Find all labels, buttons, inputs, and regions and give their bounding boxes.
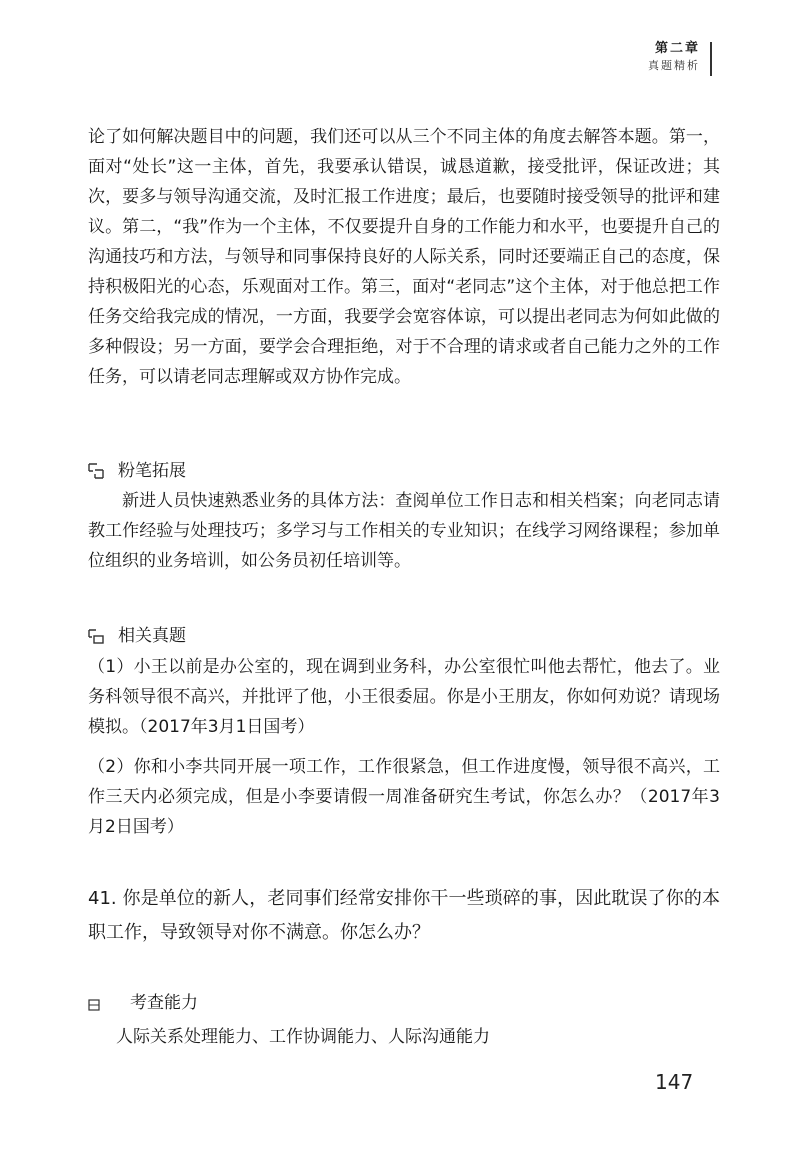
small-square-icon (88, 995, 104, 1011)
section-heading-related (88, 625, 186, 647)
section-title: 粉笔拓展 (118, 461, 186, 481)
section-heading-expand (88, 460, 186, 482)
related-question-1: （1）小王以前是办公室的，现在调到业务科，办公室很忙叫他去帮忙，他去了。业务科领导很不高兴，并批评了他，小王很委屈。你是小王朋友，你如何劝说？请现场模拟。（2017年3月1日国考） (88, 657, 720, 737)
expand-paragraph: 新进人员快速熟悉业务的具体方法：查阅单位工作日志和相关档案；向老同志请教工作经验与处理技巧；多学习与工作相关的专业知识；在线学习网络课程；参加单位组织的业务培训，如公务员初任培训等。 (88, 491, 720, 571)
header-divider (710, 42, 712, 76)
page-number: 147 (655, 1070, 694, 1094)
bracket-note-icon (88, 463, 104, 479)
chapter-label: 第二章 (654, 41, 700, 56)
bracket-link-icon (88, 628, 104, 644)
ability-text: 人际关系处理能力、工作协调能力、人际沟通能力 (116, 1027, 490, 1047)
chapter-subtitle: 真题精析 (648, 59, 700, 72)
body-paragraph: 论了如何解决题目中的问题，我们还可以从三个不同主体的角度去解答本题。第一，面对“处长”这一主体，首先，我要承认错误，诚恳道歉，接受批评，保证改进；其次，要多与领导沟通交流，及时汇报工作进度；最后，也要随时接受领导的批评和建议。第二，“我”作为一个主体，不仅要提升自身的工作能力和水平，也要提升自己的沟通技巧和方法，与领导和同事保持良好的人际关系，同时还要端正自己的态度，保持积极阳光的心态，乐观面对工作。第三，面对“老同志”这个主体，对于他总把工作任务交给我完成的情况，一方面，我要学会宽容体谅，可以提出老同志为何如此做的多种假设；另一方面，要学会合理拒绝，对于不合理的请求或者自己能力之外的工作任务，可以请老同志理解或双方协作完成。 (88, 127, 720, 387)
related-question-2: （2）你和小李共同开展一项工作，工作很紧急，但工作进度慢，领导很不高兴，工作三天内必须完成，但是小李要请假一周准备研究生考试，你怎么办？（2017年3月2日国考） (88, 757, 720, 837)
section-title: 相关真题 (118, 626, 186, 646)
running-header (648, 40, 700, 74)
section-title: 考查能力 (130, 993, 198, 1013)
section-heading-ability (88, 992, 198, 1014)
question-41: 41. 你是单位的新人，老同事们经常安排你干一些琐碎的事，因此耽误了你的本职工作，导致领导对你不满意。你怎么办？ (88, 888, 720, 943)
